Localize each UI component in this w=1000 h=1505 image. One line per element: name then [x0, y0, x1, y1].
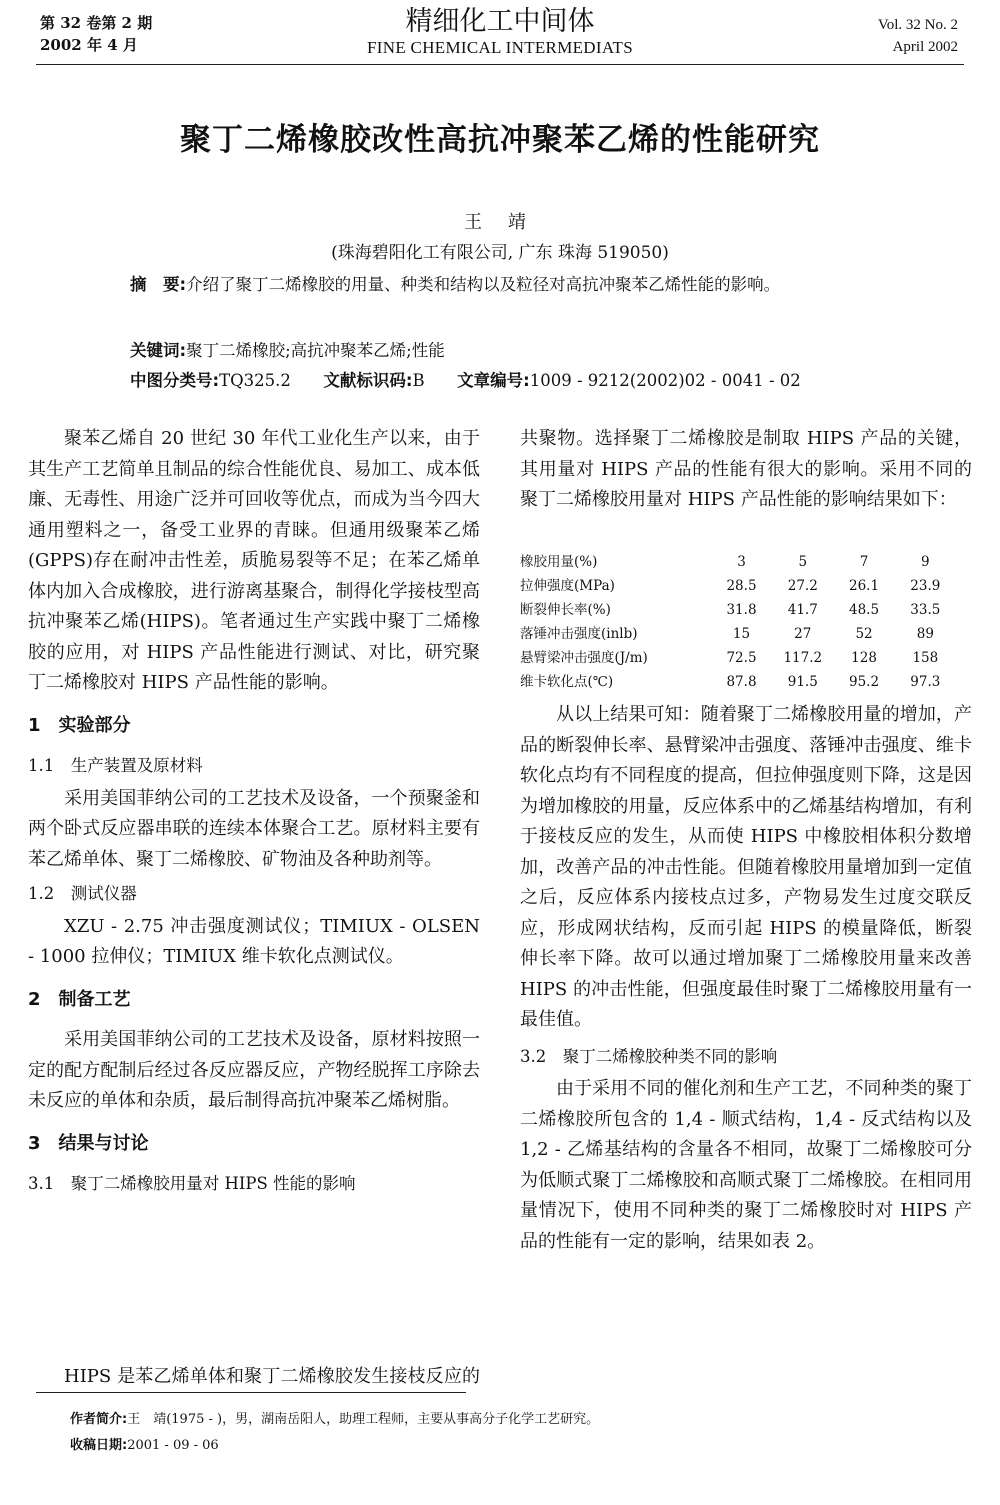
- table-cell: 3: [737, 554, 746, 570]
- table-row-label: 橡胶用量(%): [520, 554, 598, 570]
- table-row: [520, 646, 956, 670]
- paper-author: 王 靖: [464, 212, 536, 233]
- section-3-1-text-start: [28, 1362, 480, 1392]
- author-bio-text: 王 靖(1975 - )，男，湖南岳阳人，助理工程师，主要从事高分子化学工艺研究。: [127, 1412, 600, 1427]
- author-bio-label: 作者简介:: [70, 1412, 128, 1427]
- table-cell: 72.5: [726, 650, 757, 666]
- classification-line: [130, 368, 920, 394]
- table-cell: 48.5: [849, 602, 880, 618]
- doc-code-value: B: [412, 371, 425, 390]
- table-cell: 117.2: [783, 650, 823, 666]
- table-cell: 28.5: [726, 578, 757, 594]
- table-row-label: 落锤冲击强度(inlb): [520, 626, 638, 642]
- issue-date-en: April 2002: [892, 39, 958, 55]
- footnote-rule: [36, 1392, 466, 1393]
- table-cell: 5: [798, 554, 808, 570]
- table-cell: 91.5: [787, 674, 818, 690]
- table-cell: 158: [912, 650, 939, 666]
- journal-issue-en: [878, 14, 958, 58]
- clc-value: TQ325.2: [219, 371, 291, 390]
- section-3-1-text-continued: [520, 424, 972, 546]
- table-cell: 15: [732, 626, 751, 642]
- author-affiliation: (珠海碧阳化工有限公司, 广东 珠海 519050): [331, 243, 669, 263]
- article-no-value: 1009 - 9212(2002)02 - 0041 - 02: [529, 371, 801, 390]
- abstract-label: 摘 要:: [130, 275, 187, 294]
- table-cell: 33.5: [910, 602, 941, 618]
- table-row: [520, 574, 956, 598]
- received-date: [70, 1434, 950, 1458]
- keywords-label: 关键词:: [130, 341, 187, 360]
- section-1-1-text: 采用美国菲纳公司的工艺技术及设备，一个预聚釜和两个卧式反应器串联的连续本体聚合工艺。原材料主要有苯乙烯单体、聚丁二烯橡胶、矿物油及各种助剂等。: [28, 787, 480, 870]
- journal-issue-cn: [40, 12, 152, 56]
- table-cell: 31.8: [726, 602, 757, 618]
- intro-paragraph: 聚苯乙烯自 20 世纪 30 年代工业化生产以来，由于其生产工艺简单且制品的综合性能优良、易加工、成本低廉、无毒性、用途广泛并可回收等优点，而成为当今四大通用塑料之一，备受工业界的青睐。但通用级聚苯乙烯(GPPS)存在耐冲击性差，质脆易裂等不足；在苯乙烯单体内加入合成橡胶，进行游离基聚合，制得化学接枝型高抗冲聚苯乙烯(HIPS)。笔者通过生产实践中聚丁二烯橡胶的应用，对 HIPS 产品性能进行测试、对比，研究聚丁二烯橡胶对 HIPS 产品性能的影响。: [28, 428, 480, 693]
- section-1-2-text: XZU - 2.75 冲击强度测试仪；TIMIUX - OLSEN - 1000 拉伸仪；TIMIUX 维卡软化点测试仪。: [28, 915, 480, 967]
- section-2-heading: 2 制备工艺: [28, 988, 131, 1010]
- table-cell: 27.2: [787, 578, 818, 594]
- table-cell: 23.9: [910, 578, 941, 594]
- left-column: [28, 424, 480, 1202]
- section-3-1-text-a-right: 共聚物。选择聚丁二烯橡胶是制取 HIPS 产品的关键，其用量对 HIPS 产品的性能有很大的影响。采用不同的聚丁二烯橡胶用量对 HIPS 产品性能的影响结果如下：: [520, 428, 972, 510]
- clc-label: 中图分类号:: [130, 371, 220, 390]
- volume-issue-en: Vol. 32 No. 2: [877, 17, 958, 33]
- table-cell: 9: [921, 554, 930, 570]
- table-cell: 89: [916, 626, 934, 642]
- table-cell: 7: [859, 554, 869, 570]
- table-cell: 26.1: [849, 578, 880, 594]
- section-3-1-discussion: 从以上结果可知：随着聚丁二烯橡胶用量的增加，产品的断裂伸长率、悬臂梁冲击强度、落锤冲击强度、维卡软化点均有不同程度的提高，但拉伸强度则下降，这是因为增加橡胶的用量，反应体系中的乙烯基结构增加，有利于接枝反应的发生，从而使 HIPS 中橡胶相体积分数增加，改善产品的冲击性能。但随着橡胶用量增加到一定值之后，反应体系内接枝点过多，产物易发生过度交联反应，形成网状结构，反而引起 HIPS 的模量降低，断裂伸长率下降。故可以通过增加聚丁二烯橡胶用量来改善 HIPS 的冲击性能，但强度最佳时聚丁二烯橡胶用量有一最佳值。: [520, 704, 972, 1030]
- keywords-text: 聚丁二烯橡胶;高抗冲聚苯乙烯;性能: [186, 341, 445, 360]
- table-row-label: 悬臂梁冲击强度(J/m): [520, 650, 648, 666]
- table-cell: 128: [851, 650, 877, 666]
- journal-name-cn: 精细化工中间体: [405, 6, 595, 37]
- section-3-1-heading: 3.1 聚丁二烯橡胶用量对 HIPS 性能的影响: [28, 1174, 356, 1193]
- abstract: [88, 270, 918, 300]
- header-rule: [36, 64, 964, 65]
- doc-code-label: 文献标识码:: [323, 371, 413, 390]
- section-3-2-text: 由于采用不同的催化剂和生产工艺，不同种类的聚丁二烯橡胶所包含的 1,4 - 顺式结构，1,4 - 反式结构以及 1,2 - 乙烯基结构的含量各不相同，故聚丁二烯橡胶可分为低顺式聚丁二烯橡胶和高顺式聚丁二烯橡胶。在相同用量情况下，使用不同种类的聚丁二烯橡胶时对 HIPS 产品的性能有一定的影响，结果如表 2。: [520, 1078, 972, 1252]
- table-row: [520, 550, 956, 574]
- table-row: [520, 670, 956, 694]
- author-bio: [70, 1408, 950, 1432]
- article-no-label: 文章编号:: [457, 371, 530, 390]
- received-label: 收稿日期:: [70, 1438, 128, 1453]
- issue-date-cn: 2002 年 4 月: [40, 36, 138, 54]
- journal-name: [300, 6, 700, 58]
- section-1-heading: 1 实验部分: [28, 714, 131, 736]
- journal-name-en: FINE CHEMICAL INTERMEDIATS: [367, 38, 633, 57]
- table-body: [520, 550, 956, 694]
- table-cell: 41.7: [787, 602, 818, 618]
- table-cell: 95.2: [849, 674, 880, 690]
- section-3-heading: 3 结果与讨论: [28, 1132, 149, 1154]
- received-text: 2001 - 09 - 06: [127, 1438, 219, 1453]
- volume-issue: 第 32 卷第 2 期: [40, 14, 153, 32]
- section-3-1-text-a-left: HIPS 是苯乙烯单体和聚丁二烯橡胶发生接枝反应的: [64, 1366, 480, 1387]
- table-cell: 97.3: [910, 674, 941, 690]
- table-row: [520, 598, 956, 622]
- rubber-content-table: [520, 550, 956, 694]
- table-cell: 87.8: [726, 674, 757, 690]
- table-cell: 52: [855, 626, 873, 642]
- right-column: [520, 424, 972, 1257]
- paper-title: 聚丁二烯橡胶改性高抗冲聚苯乙烯的性能研究: [180, 122, 820, 158]
- table-cell: 27: [794, 626, 812, 642]
- section-1-1-heading: 1.1 生产装置及原材料: [28, 756, 203, 775]
- keywords: [130, 338, 920, 364]
- table-row-label: 拉伸强度(MPa): [520, 578, 615, 594]
- table-row-label: 维卡软化点(℃): [520, 674, 614, 690]
- table-row: [520, 622, 956, 646]
- table-row-label: 断裂伸长率(%): [520, 602, 611, 618]
- section-2-text: 采用美国菲纳公司的工艺技术及设备，原材料按照一定的配方配制后经过各反应器反应，产物经脱挥工序除去未反应的单体和杂质，最后制得高抗冲聚苯乙烯树脂。: [28, 1029, 480, 1111]
- abstract-text: 介绍了聚丁二烯橡胶的用量、种类和结构以及粒径对高抗冲聚苯乙烯性能的影响。: [186, 275, 781, 294]
- section-3-2-heading: 3.2 聚丁二烯橡胶种类不同的影响: [520, 1046, 778, 1066]
- section-1-2-heading: 1.2 测试仪器: [28, 884, 137, 903]
